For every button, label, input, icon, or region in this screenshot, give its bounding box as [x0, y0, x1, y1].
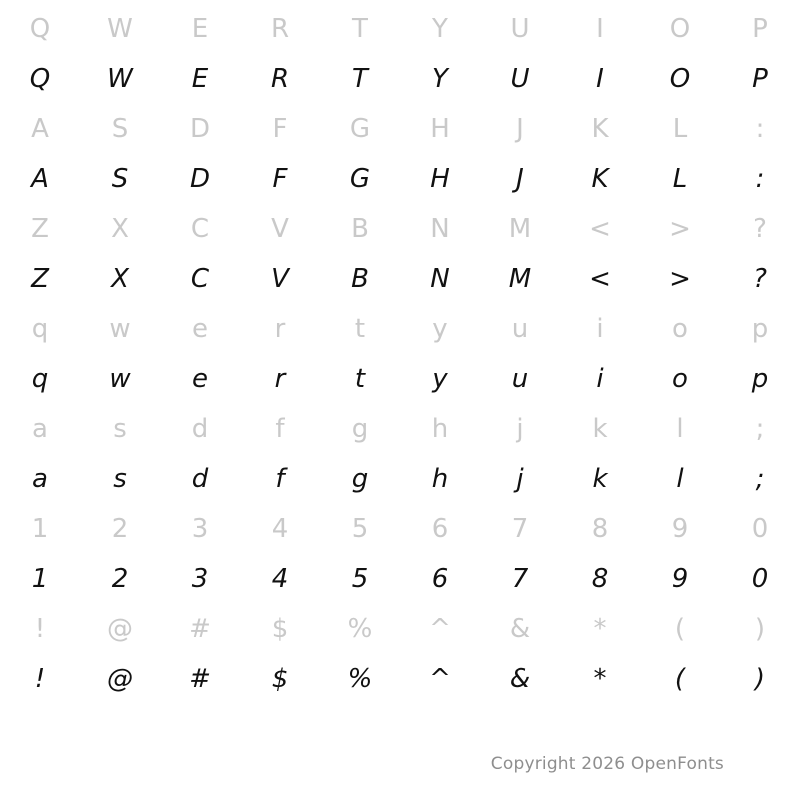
glyph-cell: p	[751, 364, 769, 394]
glyph-cell: N	[430, 214, 450, 244]
glyph-cell: H	[430, 114, 450, 144]
glyph-cell: g	[351, 414, 369, 444]
glyph-cell: $	[271, 664, 289, 694]
glyph-cell: g	[351, 464, 369, 494]
glyph-cell: K	[591, 164, 609, 194]
glyph-cell: #	[189, 614, 211, 644]
glyph-cell: A	[31, 164, 49, 194]
glyph-cell: d	[191, 464, 209, 494]
glyph-cell: 5	[351, 514, 369, 544]
glyph-cell: N	[430, 264, 450, 294]
glyph-cell: 2	[111, 564, 129, 594]
glyph-cell: R	[270, 14, 290, 44]
glyph-cell: U	[510, 14, 530, 44]
glyph-cell: 3	[191, 514, 209, 544]
glyph-cell: a	[32, 414, 48, 444]
glyph-cell: Z	[31, 214, 49, 244]
glyph-cell: >	[669, 214, 691, 244]
specimen-row	[0, 654, 800, 704]
glyph-cell: e	[192, 364, 208, 394]
glyph-cell: U	[510, 64, 530, 94]
reference-row	[0, 204, 800, 254]
glyph-cell: X	[111, 214, 129, 244]
glyph-cell: l	[676, 464, 684, 494]
glyph-cell: <	[589, 264, 611, 294]
glyph-cell: J	[516, 164, 524, 194]
glyph-cell: Q	[29, 64, 51, 94]
glyph-cell: 2	[111, 514, 129, 544]
glyph-cell: Z	[31, 264, 49, 294]
glyph-cell: Q	[29, 14, 51, 44]
glyph-cell: j	[516, 464, 524, 494]
glyph-cell: i	[596, 364, 604, 394]
specimen-row	[0, 354, 800, 404]
glyph-cell: O	[669, 64, 691, 94]
glyph-cell: e	[192, 314, 208, 344]
glyph-cell: p	[751, 314, 769, 344]
glyph-cell: #	[189, 664, 211, 694]
glyph-cell: 4	[271, 514, 289, 544]
glyph-cell: ;	[755, 464, 765, 494]
specimen-row	[0, 254, 800, 304]
glyph-cell: (	[674, 664, 686, 694]
glyph-cell: ;	[755, 414, 765, 444]
glyph-cell: I	[596, 64, 604, 94]
glyph-cell: V	[271, 214, 289, 244]
specimen-row	[0, 54, 800, 104]
glyph-cell: )	[754, 664, 766, 694]
glyph-cell: i	[596, 314, 604, 344]
glyph-cell: D	[189, 114, 211, 144]
glyph-cell: )	[754, 614, 766, 644]
glyph-cell: q	[31, 364, 49, 394]
glyph-cell: 8	[591, 564, 609, 594]
glyph-cell: t	[354, 364, 366, 394]
glyph-cell: $	[271, 614, 289, 644]
glyph-cell: T	[352, 64, 368, 94]
glyph-cell: 6	[431, 514, 449, 544]
glyph-cell: R	[270, 64, 290, 94]
specimen-row	[0, 554, 800, 604]
reference-row	[0, 504, 800, 554]
glyph-cell: l	[676, 414, 684, 444]
glyph-cell: k	[592, 464, 608, 494]
specimen-row	[0, 454, 800, 504]
glyph-cell: 1	[31, 564, 49, 594]
glyph-cell: G	[349, 114, 371, 144]
glyph-cell: w	[109, 314, 131, 344]
glyph-cell: 3	[191, 564, 209, 594]
specimen-row	[0, 154, 800, 204]
glyph-cell: s	[113, 464, 127, 494]
reference-row	[0, 404, 800, 454]
glyph-cell: S	[111, 164, 129, 194]
glyph-cell: k	[592, 414, 608, 444]
glyph-cell: s	[113, 414, 127, 444]
glyph-cell: G	[349, 164, 371, 194]
glyph-cell: !	[34, 614, 46, 644]
glyph-cell: M	[508, 214, 532, 244]
glyph-cell: F	[272, 114, 288, 144]
glyph-cell: 5	[351, 564, 369, 594]
glyph-cell: (	[674, 614, 686, 644]
glyph-cell: 0	[751, 514, 769, 544]
glyph-cell: ?	[753, 214, 767, 244]
glyph-cell: 0	[751, 564, 769, 594]
glyph-cell: 6	[431, 564, 449, 594]
glyph-cell: t	[354, 314, 366, 344]
glyph-cell: @	[107, 664, 133, 694]
glyph-cell: o	[672, 314, 688, 344]
glyph-cell: d	[191, 414, 209, 444]
glyph-cell: C	[190, 214, 210, 244]
glyph-cell: E	[191, 64, 209, 94]
glyph-cell: L	[672, 164, 688, 194]
glyph-cell: y	[432, 314, 448, 344]
glyph-cell: r	[274, 364, 286, 394]
glyph-cell: y	[432, 364, 448, 394]
glyph-cell: f	[275, 414, 285, 444]
glyph-cell: <	[589, 214, 611, 244]
glyph-cell: T	[352, 14, 368, 44]
glyph-cell: W	[107, 14, 133, 44]
glyph-cell: u	[511, 314, 529, 344]
glyph-cell: q	[31, 314, 49, 344]
glyph-cell: j	[516, 414, 524, 444]
glyph-cell: D	[189, 164, 211, 194]
glyph-cell: w	[109, 364, 131, 394]
glyph-cell: r	[274, 314, 286, 344]
glyph-cell: V	[271, 264, 289, 294]
glyph-cell: B	[351, 264, 369, 294]
glyph-cell: f	[275, 464, 285, 494]
glyph-cell: :	[755, 114, 765, 144]
glyph-cell: &	[509, 614, 531, 644]
glyph-cell: L	[672, 114, 688, 144]
glyph-cell: F	[272, 164, 288, 194]
glyph-cell: >	[669, 264, 691, 294]
glyph-cell: :	[755, 164, 765, 194]
glyph-cell: !	[34, 664, 46, 694]
glyph-cell: E	[191, 14, 209, 44]
glyph-cell: Y	[432, 64, 448, 94]
reference-row	[0, 4, 800, 54]
glyph-cell: @	[107, 614, 133, 644]
glyph-cell: K	[591, 114, 609, 144]
glyph-cell: *	[593, 614, 607, 644]
glyph-cell: M	[508, 264, 532, 294]
glyph-cell: &	[509, 664, 531, 694]
glyph-cell: h	[431, 464, 449, 494]
glyph-cell: 8	[591, 514, 609, 544]
glyph-cell: O	[669, 14, 691, 44]
glyph-cell: X	[111, 264, 129, 294]
glyph-cell: 7	[511, 564, 529, 594]
glyph-cell: *	[593, 664, 607, 694]
glyph-cell: 1	[31, 514, 49, 544]
glyph-cell: o	[672, 364, 688, 394]
glyph-cell: P	[752, 14, 768, 44]
glyph-cell: u	[511, 364, 529, 394]
glyph-cell: ^	[429, 614, 451, 644]
reference-row	[0, 104, 800, 154]
glyph-cell: C	[190, 264, 210, 294]
glyph-cell: P	[752, 64, 768, 94]
glyph-cell: %	[347, 614, 373, 644]
glyph-cell: W	[107, 64, 133, 94]
glyph-cell: A	[31, 114, 49, 144]
glyph-cell: S	[111, 114, 129, 144]
glyph-cell: ^	[429, 664, 451, 694]
glyph-cell: %	[347, 664, 373, 694]
glyph-cell: 7	[511, 514, 529, 544]
glyph-cell: h	[431, 414, 449, 444]
reference-row	[0, 304, 800, 354]
glyph-cell: 9	[671, 564, 689, 594]
glyph-cell: a	[32, 464, 48, 494]
reference-row	[0, 604, 800, 654]
glyph-cell: J	[516, 114, 524, 144]
glyph-cell: 9	[671, 514, 689, 544]
glyph-cell: B	[351, 214, 369, 244]
glyph-cell: I	[596, 14, 604, 44]
glyph-cell: 4	[271, 564, 289, 594]
copyright-notice: Copyright 2026 OpenFonts	[490, 754, 724, 774]
glyph-cell: H	[430, 164, 450, 194]
glyph-cell: ?	[753, 264, 767, 294]
glyph-cell: Y	[432, 14, 448, 44]
